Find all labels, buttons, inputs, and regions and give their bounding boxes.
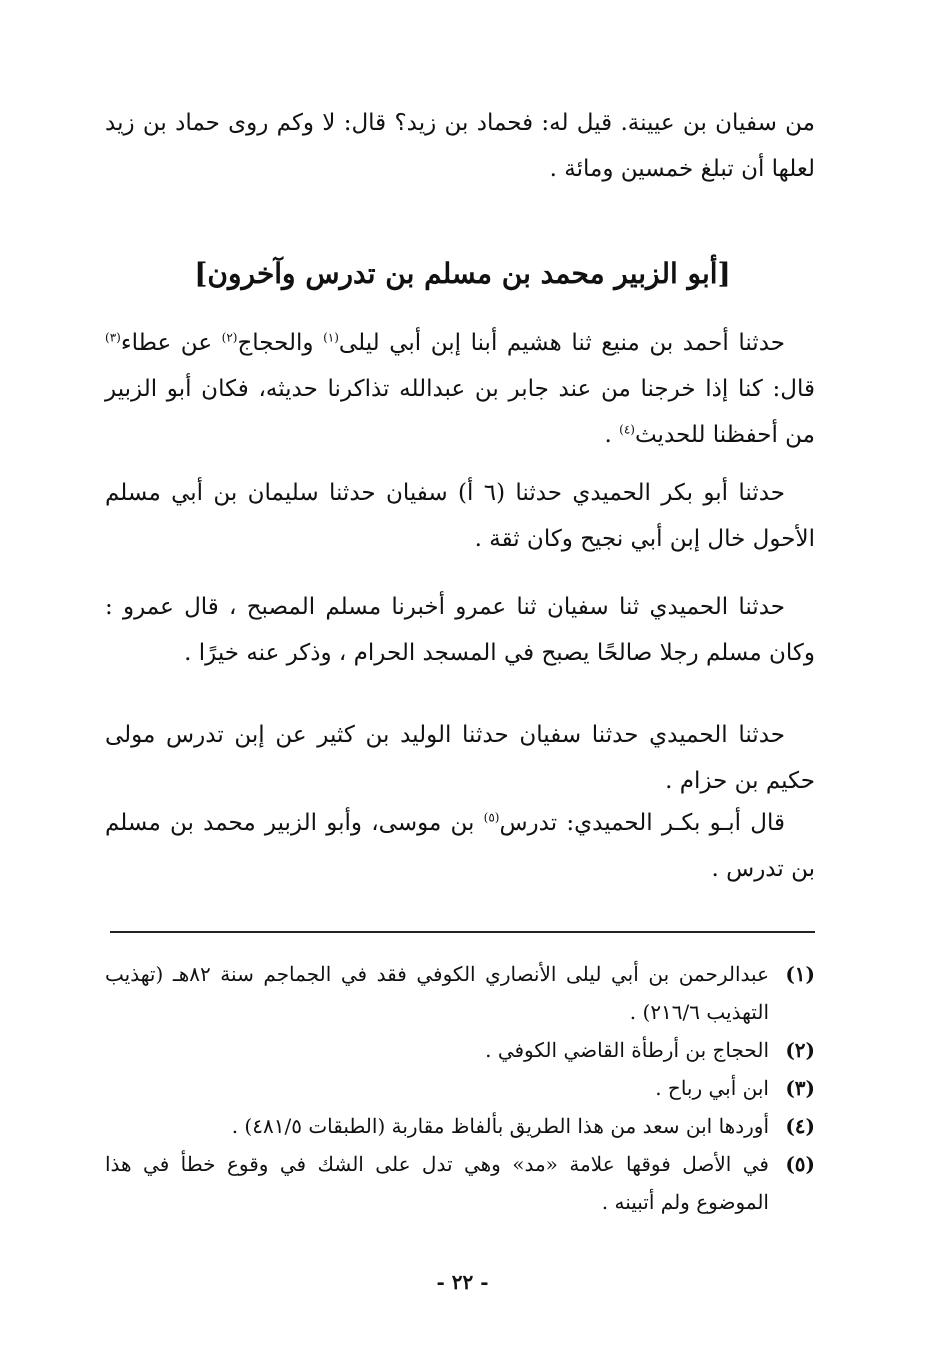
paragraph-3-text: حدثنا الحميدي ثنا سفيان ثنا عمرو أخبرنا مسلم المصبح ، قال عمرو : وكان مسلم رجلا صالحًا يصبح في المسجد الحرام ، وذكر عنه خيرًا . [105,594,815,666]
paragraph-1-text-c: عن عطاء [120,330,222,356]
footnote-separator [110,931,815,933]
footnote-item [105,1069,815,1107]
footnote-text: أوردها ابن سعد من هذا الطريق بألفاظ مقاربة (الطبقات ٤٨١/٥) . [231,1114,769,1138]
footnotes [105,955,815,1221]
paragraph-4 [105,712,815,804]
footnote-number: (١) [785,962,815,986]
paragraph-5-text-b: بن موسى، وأبو الزبير محمد بن مسلم بن تدرس . [105,810,815,882]
section-heading: [أبو الزبير محمد بن مسلم بن تدرس وآخرون] [194,257,731,290]
paragraph-1-text-a: حدثنا أحمد بن منيع ثنا هشيم أبنا إبن أبي ليلى [338,330,785,356]
paragraph-1-text-e: . [604,422,620,448]
footnote-ref-1: (١) [323,330,339,345]
footnote-ref-4: (٤) [619,422,635,437]
footnote-item [105,1107,815,1145]
page-number: - ٢٢ - [436,1270,489,1294]
paragraph-1 [105,320,815,458]
footnote-text: في الأصل فوقها علامة «مد» وهي تدل على الشك في وقوع خطأ في هذا الموضوع ولم أتبينه . [105,1152,769,1214]
footnote-item [105,955,815,1031]
footnote-ref-5: (٥) [483,810,500,825]
footnote-number: (٥) [785,1152,815,1176]
intro-paragraph [105,100,815,192]
footnote-ref-3: (٣) [105,330,121,345]
paragraph-3 [105,584,815,676]
paragraph-5 [105,800,815,892]
paragraph-5-text-a: قال أبـو بكـر الحميدي: تدرس [499,810,785,836]
footnote-number: (٣) [785,1076,815,1100]
footnote-number: (٤) [785,1114,815,1138]
paragraph-1-text-b: والحجاج [237,330,324,356]
footnote-text: الحجاج بن أرطأة القاضي الكوفي . [485,1038,769,1062]
intro-text: من سفيان بن عيينة. قيل له: فحماد بن زيد؟ قال: لا وكم روى حماد بن زيد لعلها أن تبلغ خمسين ومائة . [105,110,815,182]
footnote-number: (٢) [785,1038,815,1062]
footnote-ref-2: (٢) [221,330,238,345]
footnote-text: عبدالرحمن بن أبي ليلى الأنصاري الكوفي فقد في الجماجم سنة ٨٢هـ (تهذيب التهذيب ٢١٦/٦) . [105,962,769,1024]
footnote-item [105,1031,815,1069]
paragraph-4-text: حدثنا الحميدي حدثنا سفيان حدثنا الوليد بن كثير عن إبن تدرس مولى حكيم بن حزام . [105,722,815,794]
paragraph-2-text: حدثنا أبو بكر الحميدي حدثنا (٦ أ) سفيان حدثنا سليمان بن أبي مسلم الأحول خال إبن أبي نجيح وكان ثقة . [105,480,815,552]
footnote-item [105,1145,815,1221]
paragraph-1-text-d: قال: كنا إذا خرجنا من عند جابر بن عبدالله تذاكرنا حديثه، فكان أبو الزبير من أحفظنا للحديث [105,376,815,448]
paragraph-2 [105,470,815,562]
footnote-text: ابن أبي رباح . [655,1076,769,1100]
